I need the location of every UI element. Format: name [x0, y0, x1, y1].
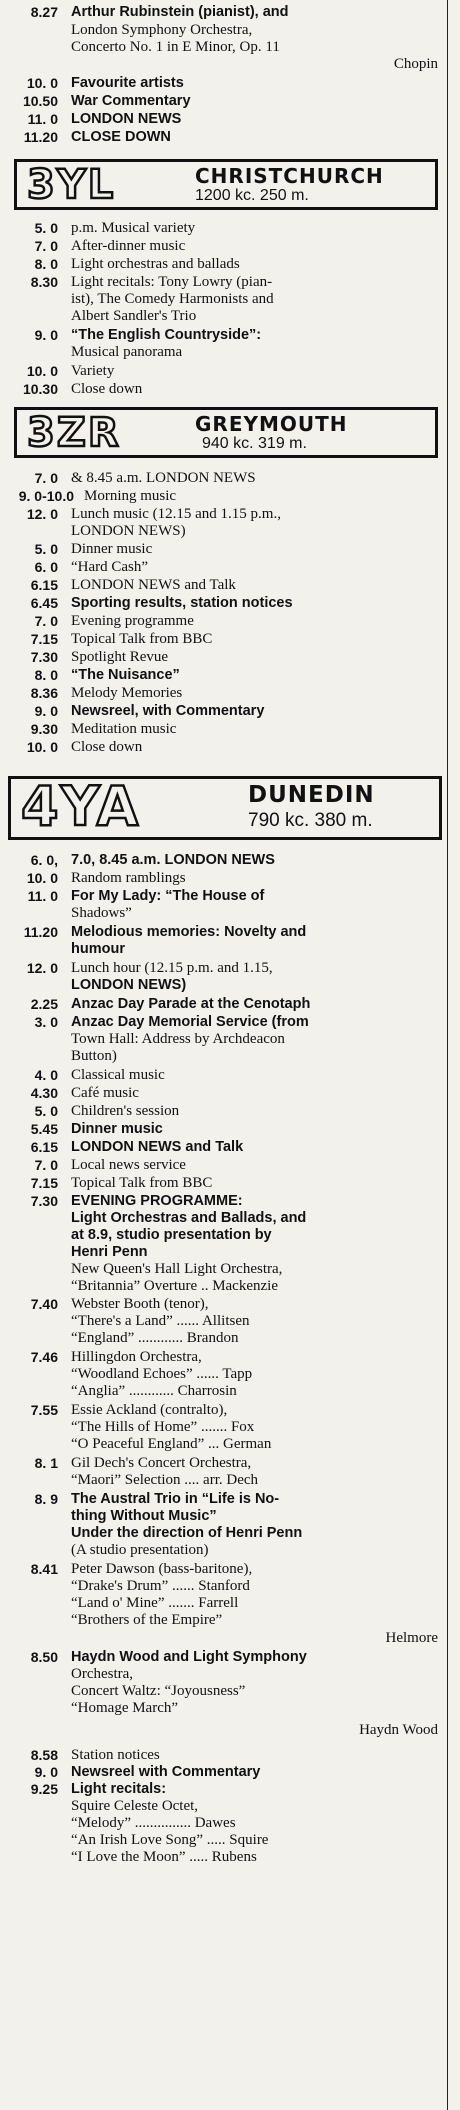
- listing-text: Variety: [71, 363, 115, 379]
- listing-text: Topical Talk from BBC: [71, 1175, 213, 1191]
- station-header-3yl: [14, 159, 438, 210]
- listing-text: Albert Sandler's Trio: [71, 308, 197, 324]
- listing-text: War Commentary: [71, 93, 191, 109]
- listing-text: CLOSE DOWN: [71, 129, 171, 145]
- listing-time: 5. 0: [34, 1103, 58, 1119]
- listing-time: 11.20: [23, 129, 58, 145]
- listing-time: 6.15: [30, 577, 58, 593]
- listing-time: 6.45: [30, 595, 58, 611]
- listing-time: 2.25: [30, 996, 58, 1012]
- listing-time: 8. 0: [34, 667, 58, 683]
- listing-time: 8.58: [30, 1747, 58, 1763]
- station-frequency: 1200 kc. 250 m.: [195, 187, 309, 204]
- station-frequency: 940 kc. 319 m.: [202, 435, 307, 452]
- listing-time: 6. 0: [34, 559, 58, 575]
- listing-time: 10.50: [22, 93, 58, 109]
- listing-time: 11.20: [23, 924, 58, 940]
- listing-time: 7.40: [30, 1296, 58, 1312]
- listing-text: Melodious memories: Novelty and: [71, 924, 307, 940]
- listing-time: 10.30: [22, 381, 58, 397]
- listing-text: Essie Ackland (contralto),: [71, 1402, 228, 1418]
- listing-text: Gil Dech's Concert Orchestra,: [71, 1455, 252, 1471]
- listing-text: Squire Celeste Octet,: [71, 1798, 199, 1814]
- listing-text: New Queen's Hall Light Orchestra,: [71, 1261, 283, 1277]
- listing-text: Evening programme: [71, 613, 194, 629]
- listing-time: 5. 0: [34, 541, 58, 557]
- listing-text: (A studio presentation): [71, 1542, 209, 1558]
- listing-text: Arthur Rubinstein (pianist), and: [71, 4, 289, 20]
- listing-time: 6. 0,: [30, 852, 58, 868]
- listing-time: 9.30: [30, 721, 58, 737]
- column-rule: [447, 0, 448, 2110]
- listing-text: LONDON NEWS): [71, 523, 186, 539]
- listing-text: “I Love the Moon” ..... Rubens: [71, 1849, 257, 1865]
- listing-text: at 8.9, studio presentation by: [71, 1227, 272, 1243]
- listing-time: 12. 0: [26, 506, 58, 522]
- listing-time: 8.50: [30, 1649, 58, 1665]
- station-frequency: 790 kc. 380 m.: [248, 810, 373, 831]
- listing-text: Henri Penn: [71, 1244, 148, 1260]
- listing-time: 9. 0: [34, 327, 58, 343]
- listing-time: 10. 0: [26, 870, 58, 886]
- listing-time: 8. 0: [34, 256, 58, 272]
- listing-composer: Chopin: [393, 56, 438, 72]
- listing-text: Under the direction of Henri Penn: [71, 1525, 303, 1541]
- listing-text: Dinner music: [71, 541, 153, 557]
- listing-text: “Homage March”: [71, 1700, 179, 1716]
- listing-text: London Symphony Orchestra,: [71, 22, 253, 38]
- listing-time: 8.30: [30, 274, 58, 290]
- listing-time: 8.36: [30, 685, 58, 701]
- listing-time: 7.55: [30, 1402, 58, 1418]
- listing-time: 9. 0: [34, 1764, 58, 1780]
- listing-text: Sporting results, station notices: [71, 595, 293, 611]
- listing-text: Dinner music: [71, 1121, 163, 1137]
- listing-time: 8.27: [30, 4, 58, 20]
- station-callsign: 4YA: [21, 775, 141, 838]
- listing-text: “Woodland Echoes” ...... Tapp: [71, 1366, 253, 1382]
- listing-text: 7.0, 8.45 a.m. LONDON NEWS: [71, 852, 275, 868]
- listing-text: “Maori” Selection .... arr. Dech: [71, 1472, 259, 1488]
- listing-text: Town Hall: Address by Archdeacon: [71, 1031, 285, 1047]
- listing-text: Orchestra,: [71, 1666, 134, 1682]
- listing-time: 11. 0: [27, 888, 58, 904]
- listing-text: After-dinner music: [71, 238, 186, 254]
- listing-text: “There's a Land” ...... Allitsen: [71, 1313, 250, 1329]
- listing-text: LONDON NEWS): [71, 977, 187, 993]
- listing-time: 4. 0: [34, 1067, 58, 1083]
- listing-time: 12. 0: [26, 960, 58, 976]
- listing-text: LONDON NEWS and Talk: [71, 577, 236, 593]
- listing-text: Random ramblings: [71, 870, 186, 886]
- listing-time: 7.46: [30, 1349, 58, 1365]
- listing-time: 7. 0: [34, 238, 58, 254]
- station-header-4ya: [8, 776, 442, 840]
- listing-time: 7.30: [30, 649, 58, 665]
- listing-time: 7.15: [30, 631, 58, 647]
- listing-text: ist), The Comedy Harmonists and: [71, 291, 274, 307]
- listing-text: Meditation music: [71, 721, 177, 737]
- listing-text: Anzac Day Parade at the Cenotaph: [71, 996, 311, 1012]
- listing-composer: Haydn Wood: [359, 1722, 438, 1738]
- station-callsign: 3YL: [27, 162, 116, 208]
- listing-text: EVENING PROGRAMME:: [71, 1193, 243, 1209]
- listing-time: 8.41: [30, 1561, 58, 1577]
- listing-time: 11. 0: [27, 111, 58, 127]
- listing-time: 7. 0: [34, 1157, 58, 1173]
- listing-text: p.m. Musical variety: [71, 220, 196, 236]
- listing-text: “Britannia” Overture .. Mackenzie: [71, 1278, 278, 1294]
- listing-text: Light orchestras and ballads: [71, 256, 240, 272]
- listing-text: & 8.45 a.m. LONDON NEWS: [71, 470, 256, 486]
- listing-time: 9. 0-10.0: [18, 488, 74, 504]
- listing-text: Anzac Day Memorial Service (from: [71, 1014, 309, 1030]
- listing-text: The Austral Trio in “Life is No-: [71, 1491, 280, 1507]
- station-city: DUNEDIN: [248, 782, 375, 808]
- listing-time: 5. 0: [34, 220, 58, 236]
- station-city: CHRISTCHURCH: [195, 164, 384, 188]
- listing-text: Light recitals: Tony Lowry (pian-: [71, 274, 273, 290]
- listing-text: Children's session: [71, 1103, 180, 1119]
- listing-text: LONDON NEWS and Talk: [71, 1139, 244, 1155]
- listing-text: Spotlight Revue: [71, 649, 169, 665]
- listing-text: Light recitals:: [71, 1781, 167, 1797]
- listing-text: “Melody” ............... Dawes: [71, 1815, 236, 1831]
- listing-text: Shadows”: [71, 905, 132, 921]
- listing-time: 5.45: [30, 1121, 58, 1137]
- listing-text: thing Without Music”: [71, 1508, 217, 1524]
- listing-text: LONDON NEWS: [71, 111, 182, 127]
- listing-time: 8. 1: [34, 1455, 58, 1471]
- listing-text: “Anglia” ............ Charrosin: [71, 1383, 237, 1399]
- listing-text: “Hard Cash”: [71, 559, 149, 575]
- station-callsign: 3ZR: [27, 410, 121, 456]
- listing-text: Musical panorama: [71, 344, 183, 360]
- listing-time: 7.15: [30, 1175, 58, 1191]
- listing-text: Station notices: [71, 1747, 160, 1763]
- listing-text: Lunch music (12.15 and 1.15 p.m.,: [71, 506, 281, 522]
- listing-text: Café music: [71, 1085, 139, 1101]
- listing-text: “O Peaceful England” ... German: [71, 1436, 272, 1452]
- listing-time: 10. 0: [26, 75, 58, 91]
- listing-text: “England” ............ Brandon: [71, 1330, 239, 1346]
- listing-text: “The Hills of Home” ....... Fox: [71, 1419, 255, 1435]
- listing-text: Morning music: [84, 488, 177, 504]
- listing-time: 7. 0: [34, 470, 58, 486]
- listing-text: Favourite artists: [71, 75, 184, 91]
- listing-time: 7. 0: [34, 613, 58, 629]
- listing-text: For My Lady: “The House of: [71, 888, 265, 904]
- listing-text: Newsreel, with Commentary: [71, 703, 265, 719]
- listing-text: Concerto No. 1 in E Minor, Op. 11: [71, 39, 280, 55]
- station-header-3zr: [14, 407, 438, 458]
- listing-time: 10. 0: [26, 739, 58, 755]
- listing-text: Local news service: [71, 1157, 186, 1173]
- listing-time: 10. 0: [26, 363, 58, 379]
- listing-time: 3. 0: [34, 1014, 58, 1030]
- listing-text: Webster Booth (tenor),: [71, 1296, 209, 1312]
- listing-time: 9.25: [30, 1781, 58, 1797]
- listing-text: Lunch hour (12.15 p.m. and 1.15,: [71, 960, 273, 976]
- listing-text: “An Irish Love Song” ..... Squire: [71, 1832, 269, 1848]
- listing-text: Hillingdon Orchestra,: [71, 1349, 202, 1365]
- listing-time: 9. 0: [34, 703, 58, 719]
- listing-text: Newsreel with Commentary: [71, 1764, 261, 1780]
- listing-text: “Brothers of the Empire”: [71, 1612, 223, 1628]
- listing-text: “The English Countryside”:: [71, 327, 262, 343]
- listing-text: Haydn Wood and Light Symphony: [71, 1649, 307, 1665]
- listing-text: Button): [71, 1048, 117, 1064]
- listing-time: 4.30: [30, 1085, 58, 1101]
- listing-text: “The Nuisance”: [71, 667, 180, 683]
- listing-text: humour: [71, 941, 125, 957]
- listing-composer: Helmore: [385, 1630, 438, 1646]
- listing-text: Melody Memories: [71, 685, 183, 701]
- listing-text: Close down: [71, 739, 143, 755]
- listing-text: Concert Waltz: “Joyousness”: [71, 1683, 246, 1699]
- listing-time: 6.15: [30, 1139, 58, 1155]
- listing-text: Close down: [71, 381, 143, 397]
- listing-text: “Drake's Drum” ...... Stanford: [71, 1578, 250, 1594]
- listing-text: Classical music: [71, 1067, 165, 1083]
- listing-text: “Land o' Mine” ....... Farrell: [71, 1595, 239, 1611]
- listing-time: 8. 9: [34, 1491, 58, 1507]
- listing-text: Peter Dawson (bass-baritone),: [71, 1561, 253, 1577]
- listing-text: Light Orchestras and Ballads, and: [71, 1210, 307, 1226]
- listing-time: 7.30: [30, 1193, 58, 1209]
- listing-text: Topical Talk from BBC: [71, 631, 213, 647]
- station-city: GREYMOUTH: [195, 412, 348, 436]
